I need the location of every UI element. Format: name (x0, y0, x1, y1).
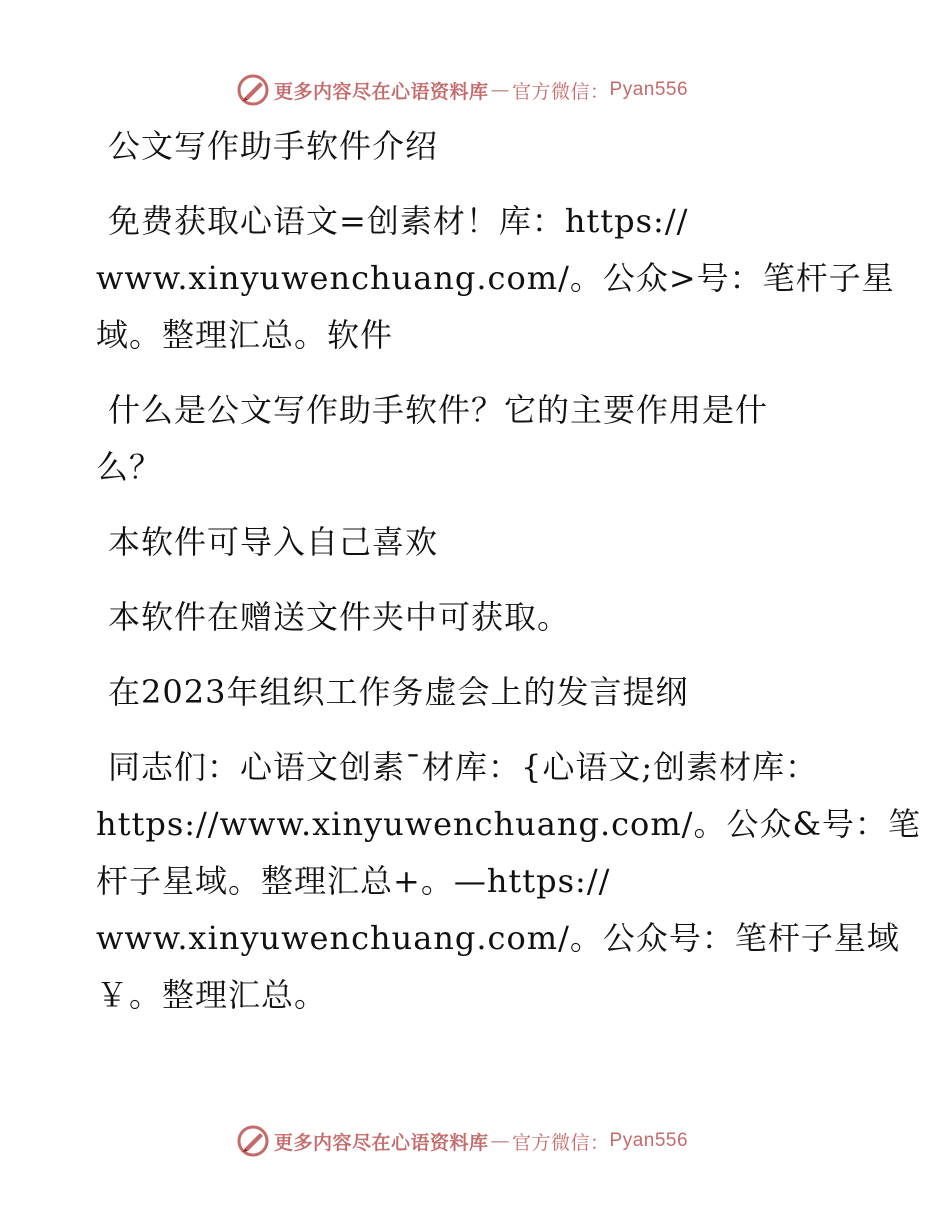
text-line: 什么是公文写作助手软件？它的主要作用是什 (108, 391, 769, 429)
text-line: 杆子星域。整理汇总+。—https:// (96, 862, 611, 900)
banner-separator: — (490, 79, 511, 101)
footer-watermark-banner (236, 1124, 688, 1158)
banner-wechat-id: Pyan556 (609, 79, 689, 100)
text-line: ￥。整理汇总。 (96, 976, 328, 1014)
text-line: 公文写作助手软件介绍 (108, 127, 439, 165)
text-line: 免费获取心语文=创素材！库：https:// (108, 202, 689, 240)
text-line: 域。整理汇总。软件 (96, 316, 394, 354)
paragraph-intro (96, 193, 895, 364)
banner-wechat-label: 官方微信： (512, 80, 610, 103)
text-line: 在2023年组织工作务虚会上的发言提纲 (108, 673, 689, 711)
banner-brand-text: 更多内容尽在心语资料库 (274, 1131, 489, 1154)
paragraph-import (96, 514, 886, 571)
banner-separator: — (490, 1130, 511, 1152)
paragraph-title (96, 118, 886, 175)
paragraph-speech-title (96, 664, 886, 721)
text-line: 本软件可导入自己喜欢 (108, 523, 439, 561)
text-line: https://www.xinyuwenchuang.com/。公众&号：笔 (96, 805, 921, 843)
quill-pen-logo-icon (236, 1124, 270, 1158)
text-line: www.xinyuwenchuang.com/。公众>号：笔杆子星 (96, 259, 895, 297)
paragraph-gift-folder (96, 589, 886, 646)
quill-pen-logo-icon (236, 73, 270, 107)
text-line: 同志们：心语文创素¯材库：{心语文;创素材库： (108, 748, 819, 786)
banner-wechat-label: 官方微信： (512, 1131, 610, 1154)
paragraph-speech-body (96, 739, 921, 1024)
text-line: www.xinyuwenchuang.com/。公众号：笔杆子星域 (96, 919, 900, 957)
document-body (96, 118, 921, 1042)
header-watermark-banner (236, 73, 688, 107)
banner-wechat-id: Pyan556 (609, 1130, 689, 1151)
text-line: 么？ (96, 448, 163, 486)
banner-brand-text: 更多内容尽在心语资料库 (274, 80, 489, 103)
text-line: 本软件在赠送文件夹中可获取。 (108, 598, 571, 636)
paragraph-question (96, 382, 886, 496)
